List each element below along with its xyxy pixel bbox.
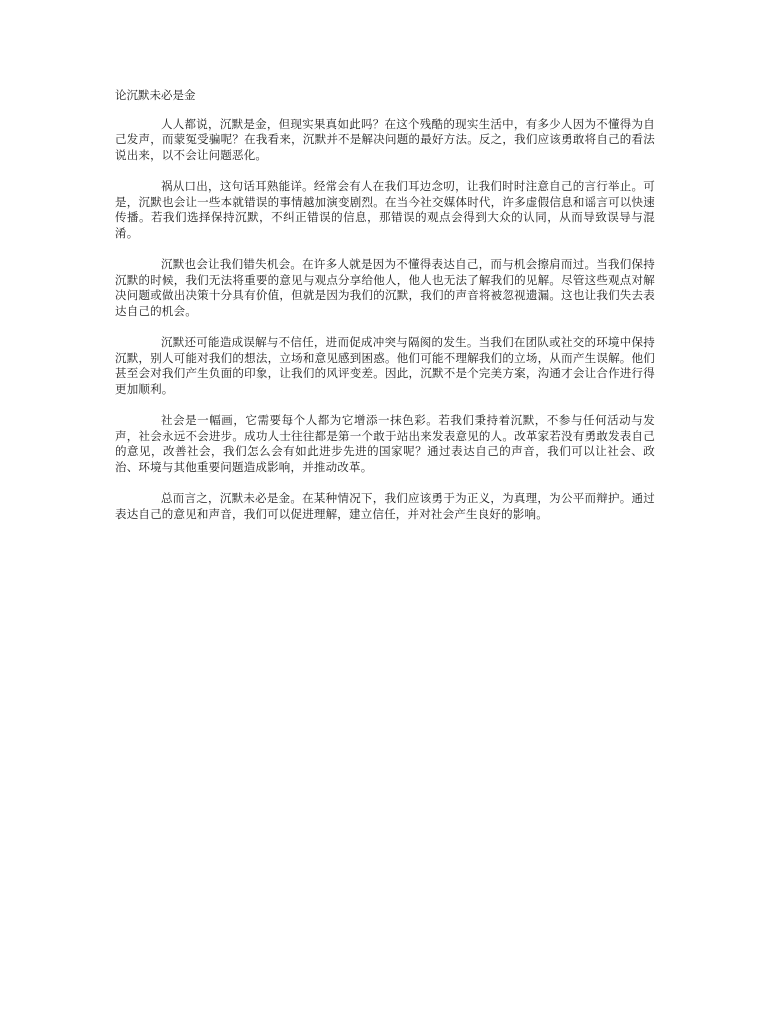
paragraph-6: 总而言之，沉默未必是金。在某种情况下，我们应该勇于为正义，为真理，为公平而辩护。通过表达自己的意见和声音，我们可以促进理解，建立信任，并对社会产生良好的影响。 bbox=[115, 491, 655, 521]
paragraph-2: 祸从口出，这句话耳熟能详。经常会有人在我们耳边念叨，让我们时时注意自己的言行举止。可是，沉默也会让一些本就错误的事情越加演变剧烈。在当今社交媒体时代，许多虚假信息和谣言可以快速传播。若我们选择保持沉默，不纠正错误的信息，那错误的观点会得到大众的认同，从而导致误导与混淆。 bbox=[115, 179, 655, 240]
paragraph-5: 社会是一幅画，它需要每个人都为它增添一抹色彩。若我们秉持着沉默，不参与任何活动与发声，社会永远不会进步。成功人士往往都是第一个敢于站出来发表意见的人。改革家若没有勇敢发表自己的意见，改善社会，我们怎么会有如此进步先进的国家呢？通过表达自己的声音，我们可以让社会、政治、环境与其他重要问题造成影响，并推动改革。 bbox=[115, 413, 655, 474]
paragraph-1: 人人都说，沉默是金，但现实果真如此吗？在这个残酷的现实生活中，有多少人因为不懂得为自己发声，而蒙冤受骗呢？在我看来，沉默并不是解决问题的最好方法。反之，我们应该勇敢将自己的看法说出来，以不会让问题恶化。 bbox=[115, 116, 655, 162]
paragraph-3: 沉默也会让我们错失机会。在许多人就是因为不懂得表达自己，而与机会擦肩而过。当我们保持沉默的时候，我们无法将重要的意见与观点分享给他人，他人也无法了解我们的见解。尽管这些观点对解决问题或做出决策十分具有价值，但就是因为我们的沉默，我们的声音将被忽视遗漏。这也让我们失去表达自己的机会。 bbox=[115, 257, 655, 318]
document-title: 论沉默未必是金 bbox=[115, 88, 196, 102]
paragraph-4: 沉默还可能造成误解与不信任，进而促成冲突与隔阂的发生。当我们在团队或社交的环境中保持沉默，别人可能对我们的想法，立场和意见感到困惑。他们可能不理解我们的立场，从而产生误解。他们甚至会对我们产生负面的印象，让我们的风评变差。因此，沉默不是个完美方案，沟通才会让合作进行得更加顺利。 bbox=[115, 335, 655, 396]
document-page bbox=[115, 88, 655, 538]
